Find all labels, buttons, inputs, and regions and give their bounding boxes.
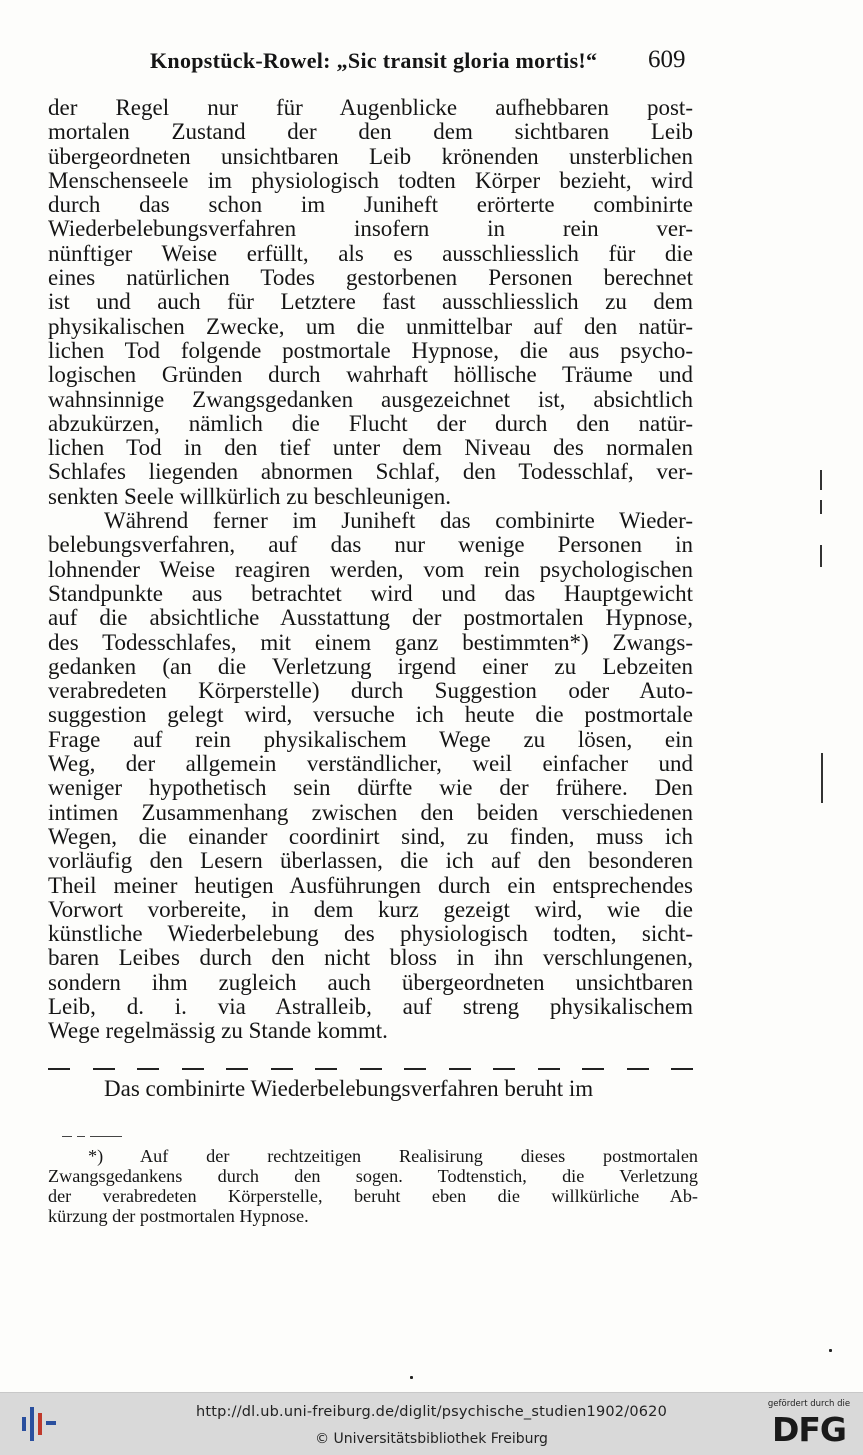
text-line: Leib, d. i. via Astralleib, auf streng physikalischem [48, 994, 693, 1019]
text-line: logischen Gründen durch wahrhaft höllische Träume und [48, 363, 693, 388]
text-line: des Todesschlafes, mit einem ganz bestimmten*) Zwangs- [48, 630, 693, 655]
text-line: künstliche Wiederbelebung des physiologisch todten, sicht- [48, 922, 693, 947]
text-line: Frage auf rein physikalischem Wege zu lösen, ein [48, 727, 693, 752]
page-header [0, 44, 863, 76]
text-line: Standpunkte aus betrachtet wird und das Hauptgewicht [48, 581, 693, 606]
text-line: vorläufig den Lesern überlassen, die ich auf den besonderen [48, 849, 693, 874]
margin-mark [820, 470, 822, 490]
footnote-line: der verabredeten Körperstelle, beruht eben die willkürliche Ab- [48, 1186, 698, 1206]
text-line: lichen Tod in den tief unter dem Niveau des normalen [48, 436, 693, 461]
margin-mark [820, 500, 822, 514]
scan-speck [829, 1349, 832, 1352]
text-line: gedanken (an die Verletzung irgend einer zu Lebzeiten [48, 654, 693, 679]
footnote-line: Zwangsgedankens durch den sogen. Todtenstich, die Verletzung [48, 1166, 698, 1186]
text-line: Theil meiner heutigen Ausführungen durch ein entsprechendes [48, 873, 693, 898]
footnote-line: *) Auf der rechtzeitigen Realisirung dieses postmortalen [88, 1146, 698, 1166]
text-line: belebungsverfahren, auf das nur wenige Personen in [48, 533, 693, 558]
text-line: Wiederbelebungsverfahren insofern in rein ver- [48, 217, 693, 242]
page-number: 609 [648, 46, 686, 73]
text-line: abzukürzen, nämlich die Flucht der durch den natür- [48, 411, 693, 436]
footnote-line: kürzung der postmortalen Hypnose. [48, 1206, 309, 1226]
text-line: mortalen Zustand der den dem sichtbaren Leib [48, 120, 693, 145]
text-line: lohnender Weise reagiren werden, vom rein psychologischen [48, 557, 693, 582]
copyright-notice: © Universitätsbibliothek Freiburg [315, 1431, 548, 1447]
dfg-logo: DFG [771, 1410, 847, 1449]
text-line: durch das schon im Juniheft erörterte combinirte [48, 193, 693, 218]
text-line: suggestion gelegt wird, versuche ich heute die postmortale [48, 703, 693, 728]
margin-mark [821, 753, 823, 803]
paragraph-start-line: Während ferner im Juniheft das combinirte Wieder- [104, 509, 693, 534]
text-line: intimen Zusammenhang zwischen den beiden verschiedenen [48, 800, 693, 825]
text-line: auf die absichtliche Ausstattung der postmortalen Hypnose, [48, 606, 693, 631]
text-line: sondern ihm zugleich auch übergeordneten unsichtbaren [48, 970, 693, 995]
text-line: physikalischen Zwecke, um die unmittelbar auf den natür- [48, 314, 693, 339]
paragraph-end-line: Wege regelmässig zu Stande kommt. [48, 1019, 388, 1044]
running-title: Knopstück-Rowel: „Sic transit gloria mortis!“ [150, 48, 598, 73]
next-section-line: Das combinirte Wiederbelebungsverfahren beruht im [104, 1077, 594, 1101]
text-line: Schlafes liegenden abnormen Schlaf, den Todesschlaf, ver- [48, 460, 693, 485]
section-divider [48, 1068, 693, 1070]
text-line: Vorwort vorbereite, in dem kurz gezeigt wird, wie die [48, 897, 693, 922]
text-line: Wegen, die einander coordinirt sind, zu finden, muss ich [48, 824, 693, 849]
text-line: wahnsinnige Zwangsgedanken ausgezeichnet ist, absichtlich [48, 387, 693, 412]
text-line: Menschenseele im physiologisch todten Körper bezieht, wird [48, 168, 693, 193]
footnote-rule [62, 1126, 127, 1145]
text-line: verabredeten Körperstelle) durch Suggestion oder Auto- [48, 679, 693, 704]
footnote [48, 1146, 698, 1226]
text-line: ist und auch für Letztere fast ausschliesslich zu dem [48, 290, 693, 315]
body-text [48, 96, 693, 1044]
margin-mark [820, 545, 822, 567]
viewer-footer [0, 1392, 863, 1455]
text-line: der Regel nur für Augenblicke aufhebbaren post- [48, 96, 693, 120]
text-line: nünftiger Weise erfüllt, als es ausschliesslich für die [48, 241, 693, 266]
dfg-caption: gefördert durch die [767, 1399, 851, 1409]
text-line: weniger hypothetisch sein dürfte wie der frühere. Den [48, 776, 693, 801]
text-line: Weg, der allgemein verständlicher, weil einfacher und [48, 752, 693, 777]
text-line: baren Leibes durch den nicht bloss in ihn verschlungenen, [48, 946, 693, 971]
paragraph-end-line: senkten Seele willkürlich zu beschleunigen. [48, 484, 452, 509]
text-line: übergeordneten unsichtbaren Leib krönenden unsterblichen [48, 144, 693, 169]
text-line: lichen Tod folgende postmortale Hypnose, die aus psycho- [48, 338, 693, 363]
permalink-url[interactable]: http://dl.ub.uni-freiburg.de/diglit/psychische_studien1902/0620 [195, 1404, 668, 1420]
text-line: eines natürlichen Todes gestorbenen Personen berechnet [48, 266, 693, 291]
scan-speck [410, 1376, 413, 1379]
